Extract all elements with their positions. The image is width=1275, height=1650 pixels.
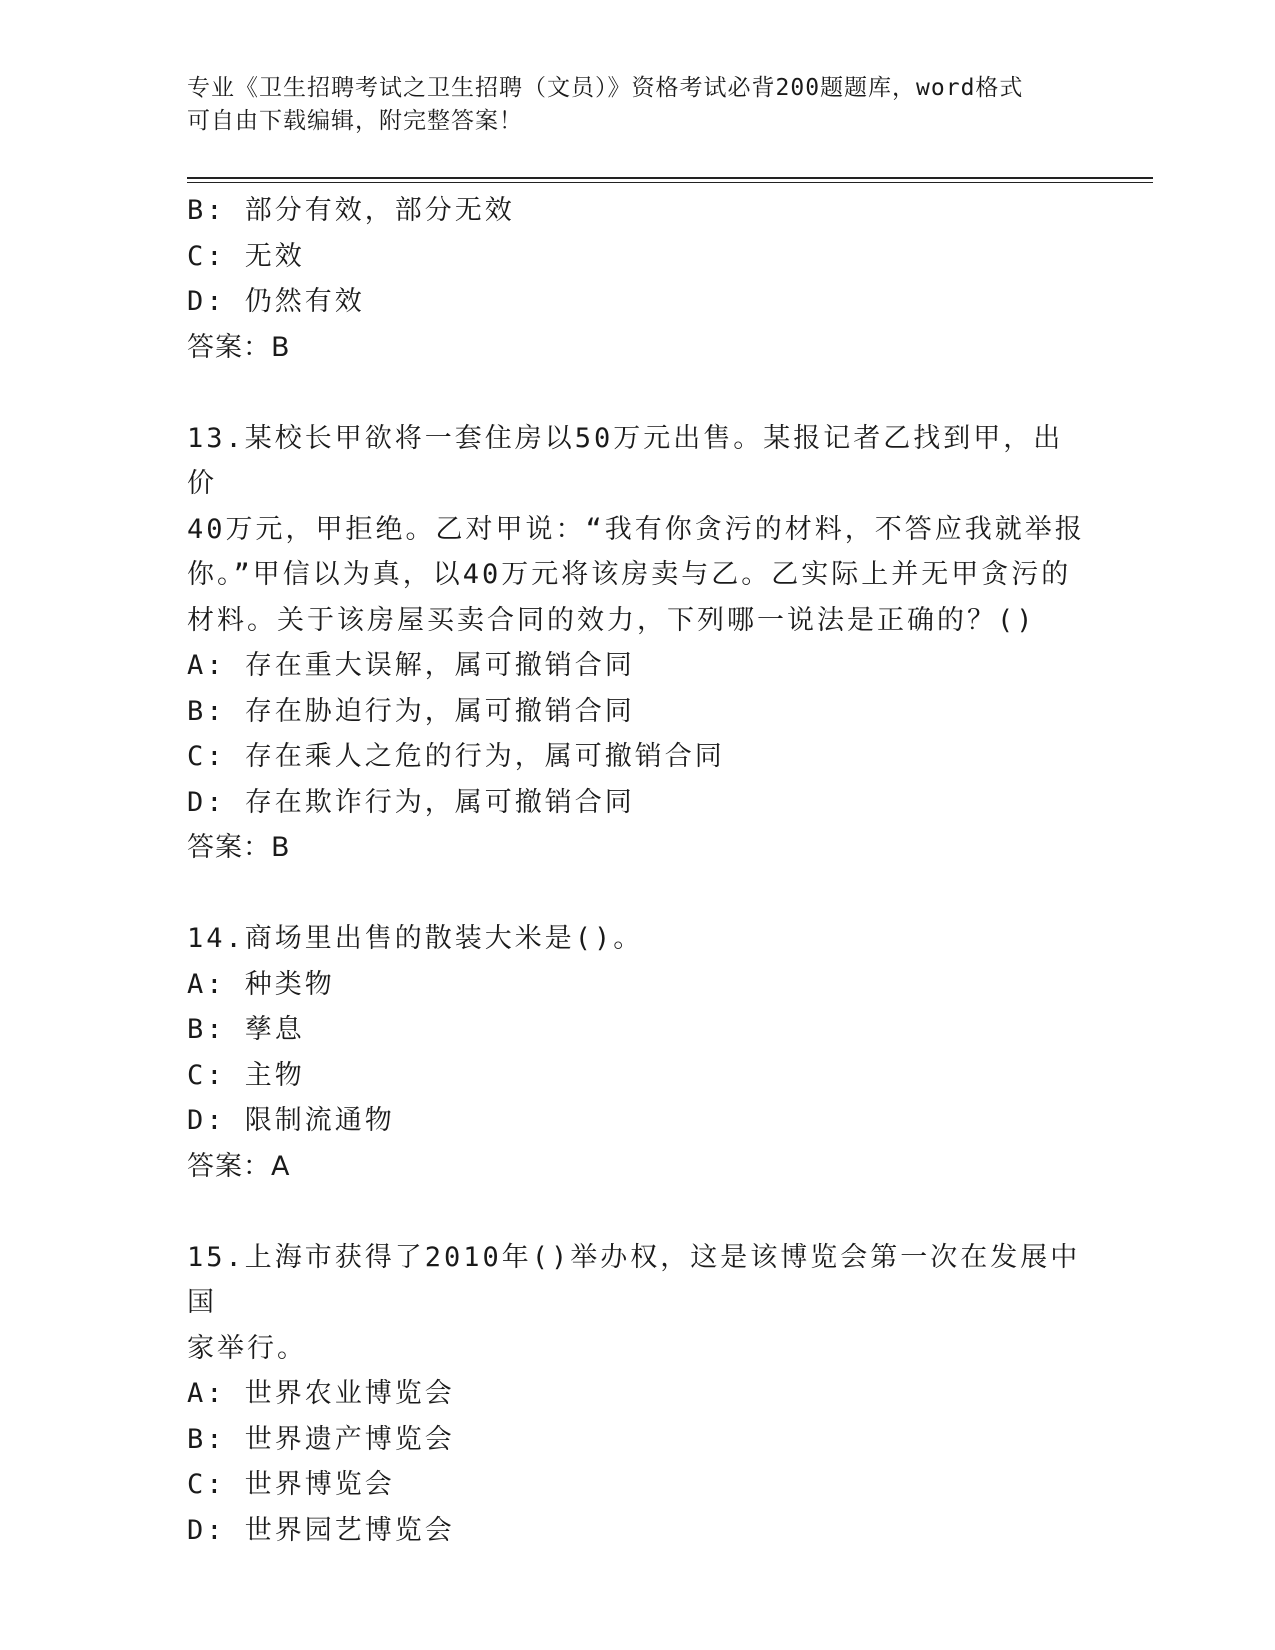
answer: 答案：A — [187, 1150, 291, 1182]
question-text-line: 家举行。 — [187, 1332, 307, 1364]
header-line-2: 可自由下载编辑，附完整答案！ — [187, 108, 523, 134]
question-text-line: 你。”甲信以为真，以40万元将该房卖与乙。乙实际上并无甲贪污的 — [187, 559, 1072, 590]
question-text-line: 材料。关于该房屋买卖合同的效力，下列哪一说法是正确的？() — [187, 604, 1036, 636]
header-line-1: 专业《卫生招聘考试之卫生招聘（文员）》资格考试必背200题题库，word格式 — [187, 75, 1024, 101]
spacer — [187, 871, 1087, 917]
question-text-line: 40万元，甲拒绝。乙对甲说：“我有你贪污的材料，不答应我就举报 — [187, 513, 1085, 545]
spacer — [187, 1189, 1087, 1235]
option-d: D: 世界园艺博览会 — [187, 1514, 455, 1546]
question-14 — [187, 916, 1087, 1189]
header-divider-thin — [187, 182, 1153, 183]
option-c: C: 存在乘人之危的行为，属可撤销合同 — [187, 741, 725, 772]
option-c: C: 无效 — [187, 240, 305, 272]
answer: 答案：B — [187, 832, 291, 863]
option-d: D: 存在欺诈行为，属可撤销合同 — [187, 786, 635, 818]
option-a: A: 世界农业博览会 — [187, 1378, 455, 1409]
question-text-line: 14.商场里出售的散装大米是()。 — [187, 923, 644, 954]
question-12 — [187, 188, 1087, 370]
option-c: C: 世界博览会 — [187, 1469, 395, 1500]
header-divider-thick — [187, 177, 1153, 179]
option-b: B: 存在胁迫行为，属可撤销合同 — [187, 695, 635, 727]
question-text-line: 15.上海市获得了2010年()举办权，这是该博览会第一次在发展中国 — [187, 1241, 1081, 1318]
option-a: A: 存在重大误解，属可撤销合同 — [187, 650, 635, 681]
option-d: D: 限制流通物 — [187, 1105, 395, 1136]
option-c: C: 主物 — [187, 1059, 305, 1091]
option-d: D: 仍然有效 — [187, 286, 365, 317]
spacer — [187, 370, 1087, 416]
option-a: A: 种类物 — [187, 968, 335, 1000]
option-b: B: 孳息 — [187, 1014, 305, 1045]
question-list — [187, 188, 1087, 1553]
option-b: B: 部分有效，部分无效 — [187, 195, 515, 226]
answer: 答案：B — [187, 331, 291, 363]
question-text-line: 13.某校长甲欲将一套住房以50万元出售。某报记者乙找到甲，出价 — [187, 422, 1064, 499]
option-b: B: 世界遗产博览会 — [187, 1423, 455, 1455]
document-header — [187, 72, 1067, 138]
question-13 — [187, 416, 1087, 871]
question-15 — [187, 1235, 1087, 1554]
